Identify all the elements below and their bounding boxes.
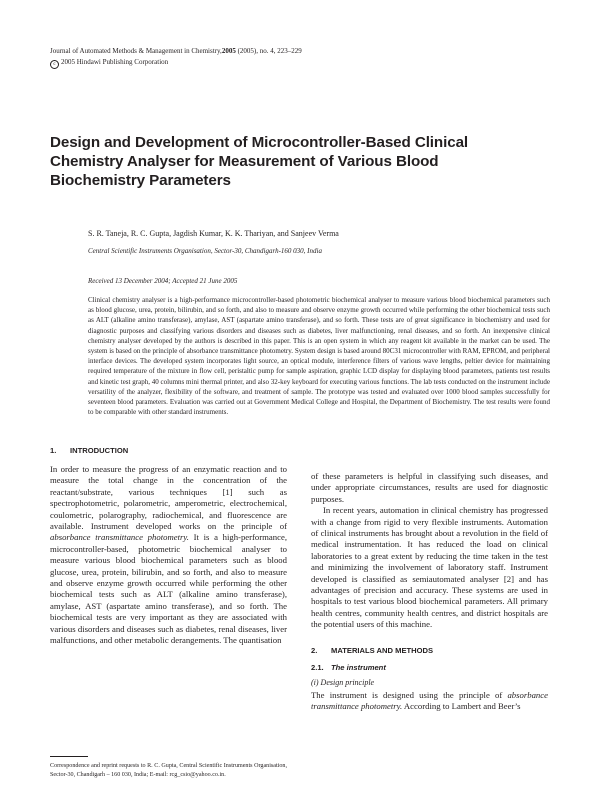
correspondence-footnote: Correspondence and reprint requests to R. C. Gupta, Central Scientific Instruments Organisation, Sector-30, Chandigarh – 160 030, India; E-mail: rcg_csio@yahoo.co.in.	[50, 763, 287, 778]
section-heading-introduction	[50, 445, 287, 456]
right-column	[311, 471, 548, 713]
emphasis-text: absorbance transmittance photometry.	[50, 532, 189, 543]
left-column	[50, 445, 287, 647]
section-title: MATERIALS AND METHODS	[331, 645, 434, 655]
author-list: S. R. Taneja, R. C. Gupta, Jagdish Kumar, K. K. Thariyan, and Sanjeev Verma	[88, 229, 339, 238]
section-heading-methods	[311, 645, 548, 656]
copyright-line	[50, 57, 168, 69]
intro-paragraph-1-continued: of these parameters is helpful in classifying such diseases, and under appropriate circumstances, results are used for diagnostic purposes.	[311, 471, 548, 504]
section-number: 2.	[311, 645, 318, 655]
copyright-text: 2005 Hindawi Publishing Corporation	[61, 58, 169, 66]
subsection-number: 2.1.	[311, 662, 324, 672]
section-title: INTRODUCTION	[70, 446, 129, 455]
copyright-symbol-icon: c	[50, 60, 59, 69]
emphasis-text: absorbance transmittance photometry.	[311, 689, 548, 712]
footnote-rule	[50, 756, 88, 757]
journal-name: Journal of Automated Methods & Management in Chemistry,	[50, 47, 222, 55]
journal-year: 2005	[221, 47, 236, 55]
intro-paragraph-1: In order to measure the progress of an enzymatic reaction and to measure the total change in the concentration of the reactant/substrate, various techniques [1] such as spectrophotometric, polarometric, amperometric, electrochemical, coulometric, polarography, radiochemical, and fluorescence are available. Instrument developed works on the principle of absorbance transmittance photometry. It is a high-performance, microcontroller-based, photometric biochemical analyser to measure various blood biochemical parameters such as blood glucose, urea, protein, bilirubin, and so forth, and also to measure and observe enzyme growth occurred while performing the other biochemical tests such as ALT (alkaline amino transferase), amylase, AST (aspartate amino transferase), and so forth. The biochemical tests are very important as they are associated with various disorders and diseases such as diabetes, renal diseases, liver malfunctions, and other metabolic derangements. The quantisation	[50, 464, 288, 646]
section-number: 1.	[50, 446, 57, 455]
intro-paragraph-2: In recent years, automation in clinical chemistry has progressed with a change from rigid to very flexible instruments. Automation of clinical instruments has brought about a revolution in the field of medical instrumentation. It has reduced the load on clinical laboratories to a great extent by reducing the time taken in the test and minimizing the involvement of laboratory staff. Instrument developed is classified as semiautomated analyser [2] and has advantages of precision and accuracy. These systems are used in hospitals to test various blood biochemical parameters. All primary health centres, community health centres, and district hospitals are the potential users of this machine.	[311, 505, 548, 630]
journal-citation	[50, 46, 302, 56]
subsection-heading	[311, 662, 548, 673]
subsubsection-heading: (i) Design principle	[311, 677, 375, 687]
journal-issue: (2005), no. 4, 223–229	[235, 47, 302, 55]
received-dates: Received 13 December 2004; Accepted 21 June 2005	[88, 277, 238, 285]
abstract: Clinical chemistry analyser is a high-performance microcontroller-based photometric biochemical analyser to measure various blood biochemical parameters such as blood glucose, urea, protein, bilirubin, and so forth, and also to measure and observe enzyme growth occurred while performing the other biochemical tests such as ALT (alkaline amino transferase), amylase, AST (aspartate amino transferase), and so forth. These tests are of great significance in biochemistry and used for diagnostic purposes and classifying various disorders and diseases such as diabetes, liver malfunctioning, renal diseases, and so forth. An inexpensive clinical chemistry analyser developed by the authors is described in this paper. This is an open system in which any reagent kit available in the market can be used. The system is based on the principle of absorbance transmittance photometry. System design is based around 80C31 microcontroller with RAM, EPROM, and peripheral interface devices. The developed system incorporates light source, an optical module, interference filters of various wave lengths, peltier device for maintaining required temperature of the mixture in flow cell, peristaltic pump for sample aspiration, graphic LCD display for displaying blood parameters, patients test results and kinetic test graph, 40 columns mini thermal printer, and also 32-key keyboard for executing various functions. The lab tests conducted on the instrument include versatility of the analyzer, flexibility of the software, and treatment of sample. The prototype was tested and evaluated over 1000 blood samples successfully for seventeen blood parameters. Evaluation was carried out at Government Medical College and Hospital, the Department of Biochemistry. The test results were found to be comparable with other standard instruments.	[88, 296, 550, 417]
methods-paragraph: The instrument is designed using the principle of absorbance transmittance photometry. According to Lambert and Beer’s	[311, 689, 548, 712]
article-title: Design and Development of Microcontroller-Based Clinical Chemistry Analyser for Measurement of Various Blood Biochemistry Parameters	[50, 134, 469, 189]
affiliation: Central Scientific Instruments Organisation, Sector-30, Chandigarh-160 030, India	[88, 247, 322, 255]
subsection-title: The instrument	[331, 662, 386, 672]
